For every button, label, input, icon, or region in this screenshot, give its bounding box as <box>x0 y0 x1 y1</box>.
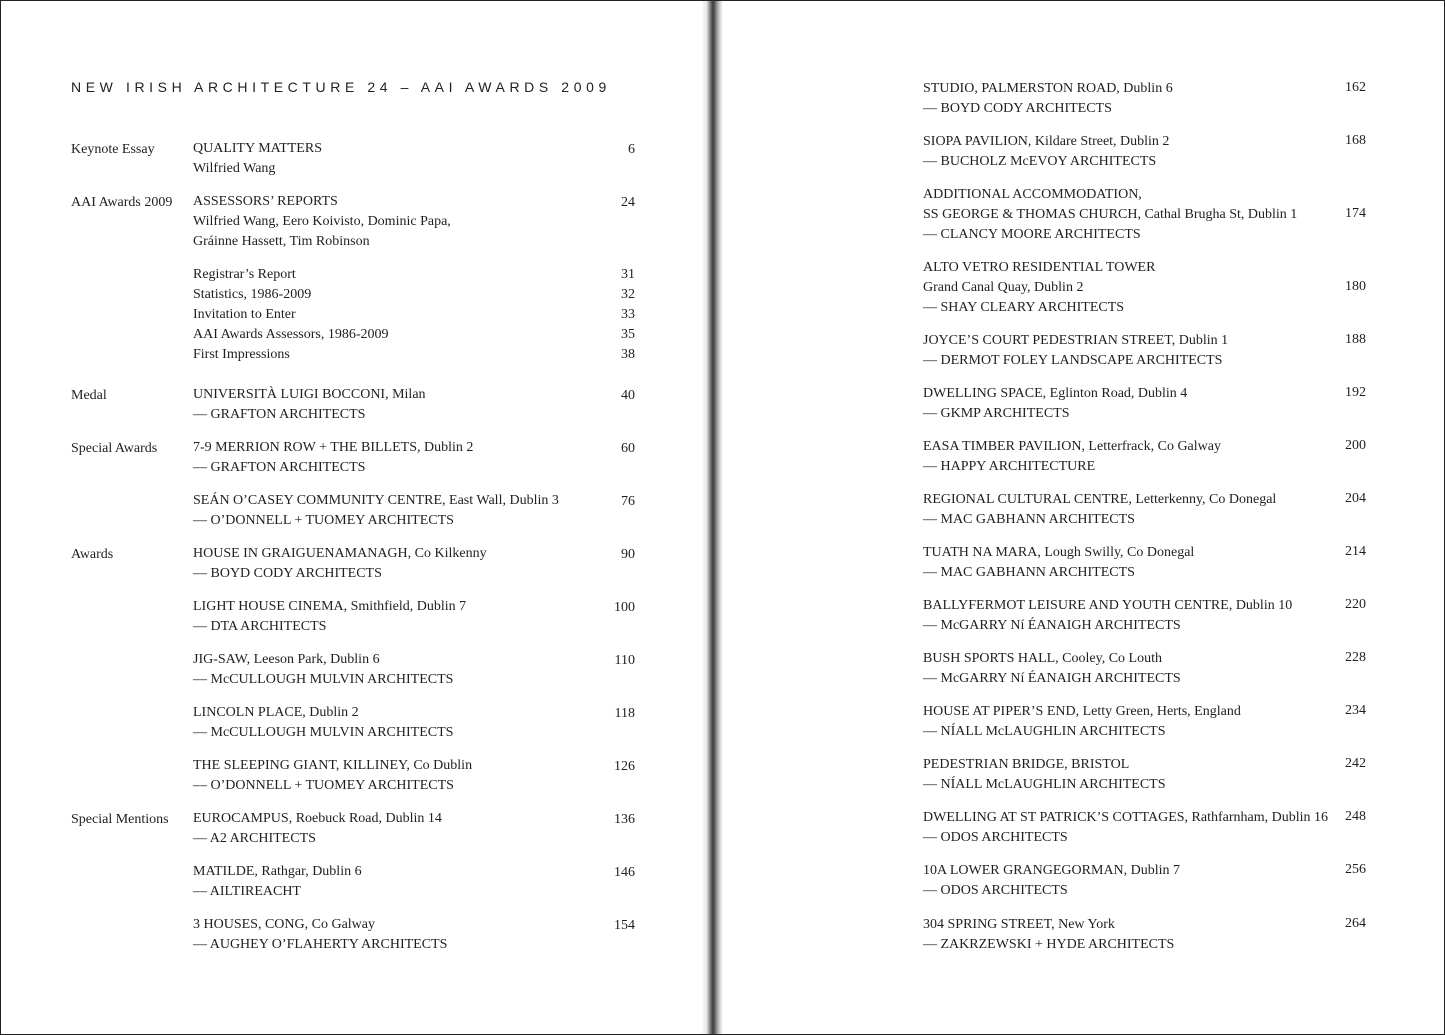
toc-entry-title: Invitation to Enter <box>193 307 296 322</box>
toc-entry <box>923 543 1194 583</box>
toc-entry-title: PEDESTRIAN BRIDGE, BRISTOL <box>923 757 1130 772</box>
toc-entry <box>923 915 1174 955</box>
toc-entry-architect: — ZAKRZEWSKI + HYDE ARCHITECTS <box>923 937 1175 952</box>
toc-entry-title-line2: Grand Canal Quay, Dublin 2 <box>923 280 1084 295</box>
toc-page-number: 40 <box>621 388 635 403</box>
toc-entry-architect: — NÍALL McLAUGHLIN ARCHITECTS <box>923 777 1166 792</box>
toc-page-number: 204 <box>1345 491 1366 506</box>
section-label-awards: Awards <box>71 547 114 562</box>
toc-page-number: 35 <box>621 327 635 342</box>
toc-entry-title: SEÁN O’CASEY COMMUNITY CENTRE, East Wall, Dublin 3 <box>193 493 559 508</box>
toc-entry-architect: — McGARRY Ní ÉANAIGH ARCHITECTS <box>923 671 1181 686</box>
toc-entry-architect: — O’DONNELL + TUOMEY ARCHITECTS <box>193 778 454 793</box>
toc-entry-title: LIGHT HOUSE CINEMA, Smithfield, Dublin 7 <box>193 599 467 614</box>
toc-entry-architect: — NÍALL McLAUGHLIN ARCHITECTS <box>923 724 1166 739</box>
running-head: NEW IRISH ARCHITECTURE 24 – AAI AWARDS 2009 <box>71 79 611 95</box>
toc-entry-architect: — BOYD CODY ARCHITECTS <box>923 101 1112 116</box>
toc-entry <box>193 756 472 796</box>
toc-entry-architect: — BUCHOLZ McEVOY ARCHITECTS <box>923 154 1157 169</box>
toc-page-number: 174 <box>1345 206 1366 221</box>
toc-entry-title: JIG-SAW, Leeson Park, Dublin 6 <box>193 652 380 667</box>
toc-entry <box>193 862 362 902</box>
toc-entry-title: EASA TIMBER PAVILION, Letterfrack, Co Galway <box>923 439 1221 454</box>
right-page <box>723 1 1444 1034</box>
toc-entry-author: Gráinne Hassett, Tim Robinson <box>193 234 370 249</box>
section-label-medal: Medal <box>71 388 107 403</box>
toc-entry-title: Statistics, 1986-2009 <box>193 287 312 302</box>
toc-entry <box>193 703 453 743</box>
toc-entry-title: SIOPA PAVILION, Kildare Street, Dublin 2 <box>923 134 1170 149</box>
toc-page-number: 234 <box>1345 703 1366 718</box>
toc-entry <box>923 384 1187 424</box>
section-label-aai-awards: AAI Awards 2009 <box>71 195 173 210</box>
toc-entry-architect: — DTA ARCHITECTS <box>193 619 327 634</box>
toc-entry-architect: — McGARRY Ní ÉANAIGH ARCHITECTS <box>923 618 1181 633</box>
toc-entry-architect: — AUGHEY O’FLAHERTY ARCHITECTS <box>193 937 448 952</box>
toc-page-number: 214 <box>1345 544 1366 559</box>
toc-entry <box>923 331 1228 371</box>
toc-page-number: 192 <box>1345 385 1366 400</box>
toc-entry-architect: — BOYD CODY ARCHITECTS <box>193 566 382 581</box>
toc-entry <box>193 491 559 531</box>
toc-entry <box>923 596 1292 636</box>
toc-entry-title: STUDIO, PALMERSTON ROAD, Dublin 6 <box>923 81 1173 96</box>
book-gutter <box>701 1 723 1034</box>
toc-entry-title: ADDITIONAL ACCOMMODATION, <box>923 187 1142 202</box>
toc-page-number: 200 <box>1345 438 1366 453</box>
toc-page-number: 248 <box>1345 809 1366 824</box>
toc-page-number: 6 <box>628 142 635 157</box>
toc-entry-architect: — HAPPY ARCHITECTURE <box>923 459 1096 474</box>
toc-entry <box>923 490 1276 530</box>
toc-page-number: 242 <box>1345 756 1366 771</box>
toc-entry <box>923 861 1180 901</box>
toc-entry-architect: — MAC GABHANN ARCHITECTS <box>923 565 1135 580</box>
toc-entry-architect: — ODOS ARCHITECTS <box>923 883 1068 898</box>
toc-page-number: 188 <box>1345 332 1366 347</box>
toc-page-number: 38 <box>621 347 635 362</box>
toc-entry-title: 3 HOUSES, CONG, Co Galway <box>193 917 375 932</box>
toc-entry-title: AAI Awards Assessors, 1986-2009 <box>193 327 389 342</box>
toc-entry <box>193 385 426 425</box>
toc-entry-title: HOUSE AT PIPER’S END, Letty Green, Herts, England <box>923 704 1241 719</box>
toc-page-number: 162 <box>1345 80 1366 95</box>
toc-entry-title: LINCOLN PLACE, Dublin 2 <box>193 705 359 720</box>
toc-entry-author: Wilfried Wang <box>193 161 276 176</box>
toc-page-number: 126 <box>614 759 635 774</box>
toc-page-number: 118 <box>614 706 635 721</box>
toc-entry-title: QUALITY MATTERS <box>193 141 322 156</box>
toc-entry <box>923 437 1221 477</box>
toc-entry-title: REGIONAL CULTURAL CENTRE, Letterkenny, Co Donegal <box>923 492 1277 507</box>
toc-entry-title: BUSH SPORTS HALL, Cooley, Co Louth <box>923 651 1162 666</box>
toc-entry-architect: — DERMOT FOLEY LANDSCAPE ARCHITECTS <box>923 353 1223 368</box>
toc-entry <box>193 597 466 637</box>
toc-entry-architect: — ODOS ARCHITECTS <box>923 830 1068 845</box>
toc-entry <box>923 132 1169 172</box>
toc-entry-title: DWELLING SPACE, Eglinton Road, Dublin 4 <box>923 386 1188 401</box>
toc-entry <box>193 192 451 252</box>
toc-entry-architect: — GKMP ARCHITECTS <box>923 406 1070 421</box>
toc-entry-title-line2: SS GEORGE & THOMAS CHURCH, Cathal Brugha St, Dublin 1 <box>923 207 1298 222</box>
toc-entry-title: UNIVERSITÀ LUIGI BOCCONI, Milan <box>193 387 426 402</box>
toc-entry-architect: — O’DONNELL + TUOMEY ARCHITECTS <box>193 513 454 528</box>
toc-page-number: 90 <box>621 547 635 562</box>
toc-entry-title: HOUSE IN GRAIGUENAMANAGH, Co Kilkenny <box>193 546 487 561</box>
toc-entry-title: BALLYFERMOT LEISURE AND YOUTH CENTRE, Dublin 10 <box>923 598 1293 613</box>
toc-entry-architect: — SHAY CLEARY ARCHITECTS <box>923 300 1125 315</box>
toc-entry <box>193 285 311 305</box>
toc-page-number: 146 <box>614 865 635 880</box>
toc-entry <box>193 345 290 365</box>
toc-entry <box>193 915 447 955</box>
toc-entry <box>193 265 296 285</box>
toc-page-number: 228 <box>1345 650 1366 665</box>
toc-entry <box>193 139 322 179</box>
toc-page-number: 256 <box>1345 862 1366 877</box>
toc-entry-title: 10A LOWER GRANGEGORMAN, Dublin 7 <box>923 863 1181 878</box>
toc-entry-title: 7-9 MERRION ROW + THE BILLETS, Dublin 2 <box>193 440 474 455</box>
left-page <box>1 1 701 1034</box>
toc-entry-architect: — McCULLOUGH MULVIN ARCHITECTS <box>193 725 454 740</box>
toc-entry <box>193 650 453 690</box>
toc-page-number: 100 <box>614 600 635 615</box>
toc-entry-title: First Impressions <box>193 347 290 362</box>
toc-entry-architect: — CLANCY MOORE ARCHITECTS <box>923 227 1141 242</box>
toc-entry-title: Registrar’s Report <box>193 267 296 282</box>
toc-entry-title: TUATH NA MARA, Lough Swilly, Co Donegal <box>923 545 1195 560</box>
toc-page-number: 154 <box>614 918 635 933</box>
toc-page-number: 110 <box>614 653 635 668</box>
toc-page-number: 32 <box>621 287 635 302</box>
toc-entry <box>193 809 442 849</box>
section-label-keynote-essay: Keynote Essay <box>71 142 155 157</box>
toc-entry <box>923 702 1241 742</box>
toc-entry <box>923 258 1155 318</box>
toc-entry-title: ALTO VETRO RESIDENTIAL TOWER <box>923 260 1156 275</box>
toc-entry <box>193 438 473 478</box>
toc-entry-architect: — GRAFTON ARCHITECTS <box>193 460 366 475</box>
toc-entry-title: THE SLEEPING GIANT, KILLINEY, Co Dublin <box>193 758 473 773</box>
toc-entry-architect: — AILTIREACHT <box>193 884 301 899</box>
toc-entry <box>923 755 1166 795</box>
toc-entry <box>923 185 1297 245</box>
toc-entry-title: JOYCE’S COURT PEDESTRIAN STREET, Dublin 1 <box>923 333 1229 348</box>
toc-page-number: 136 <box>614 812 635 827</box>
toc-entry-title: MATILDE, Rathgar, Dublin 6 <box>193 864 362 879</box>
toc-entry-title: 304 SPRING STREET, New York <box>923 917 1115 932</box>
section-label-special-mentions: Special Mentions <box>71 812 169 827</box>
toc-page-number: 180 <box>1345 279 1366 294</box>
toc-entry <box>923 79 1173 119</box>
toc-entry-architect: — MAC GABHANN ARCHITECTS <box>923 512 1135 527</box>
toc-entry-author: Wilfried Wang, Eero Koivisto, Dominic Papa, <box>193 214 451 229</box>
toc-entry <box>193 305 296 325</box>
toc-entry <box>923 649 1181 689</box>
toc-page-number: 168 <box>1345 133 1366 148</box>
toc-page-number: 76 <box>621 494 635 509</box>
toc-entry <box>193 544 487 584</box>
toc-page-number: 264 <box>1345 916 1366 931</box>
toc-entry <box>923 808 1328 848</box>
toc-entry-title: EUROCAMPUS, Roebuck Road, Dublin 14 <box>193 811 442 826</box>
toc-entry-architect: — McCULLOUGH MULVIN ARCHITECTS <box>193 672 454 687</box>
toc-entry-title: ASSESSORS’ REPORTS <box>193 194 338 209</box>
toc-page-number: 60 <box>621 441 635 456</box>
toc-page-number: 220 <box>1345 597 1366 612</box>
toc-entry-architect: — A2 ARCHITECTS <box>193 831 316 846</box>
toc-page-number: 24 <box>621 195 635 210</box>
section-label-special-awards: Special Awards <box>71 441 158 456</box>
toc-entry-title: DWELLING AT ST PATRICK’S COTTAGES, Rathfarnham, Dublin 16 <box>923 810 1329 825</box>
toc-page-number: 31 <box>621 267 635 282</box>
toc-entry-architect: — GRAFTON ARCHITECTS <box>193 407 366 422</box>
toc-entry <box>193 325 389 345</box>
toc-page-number: 33 <box>621 307 635 322</box>
